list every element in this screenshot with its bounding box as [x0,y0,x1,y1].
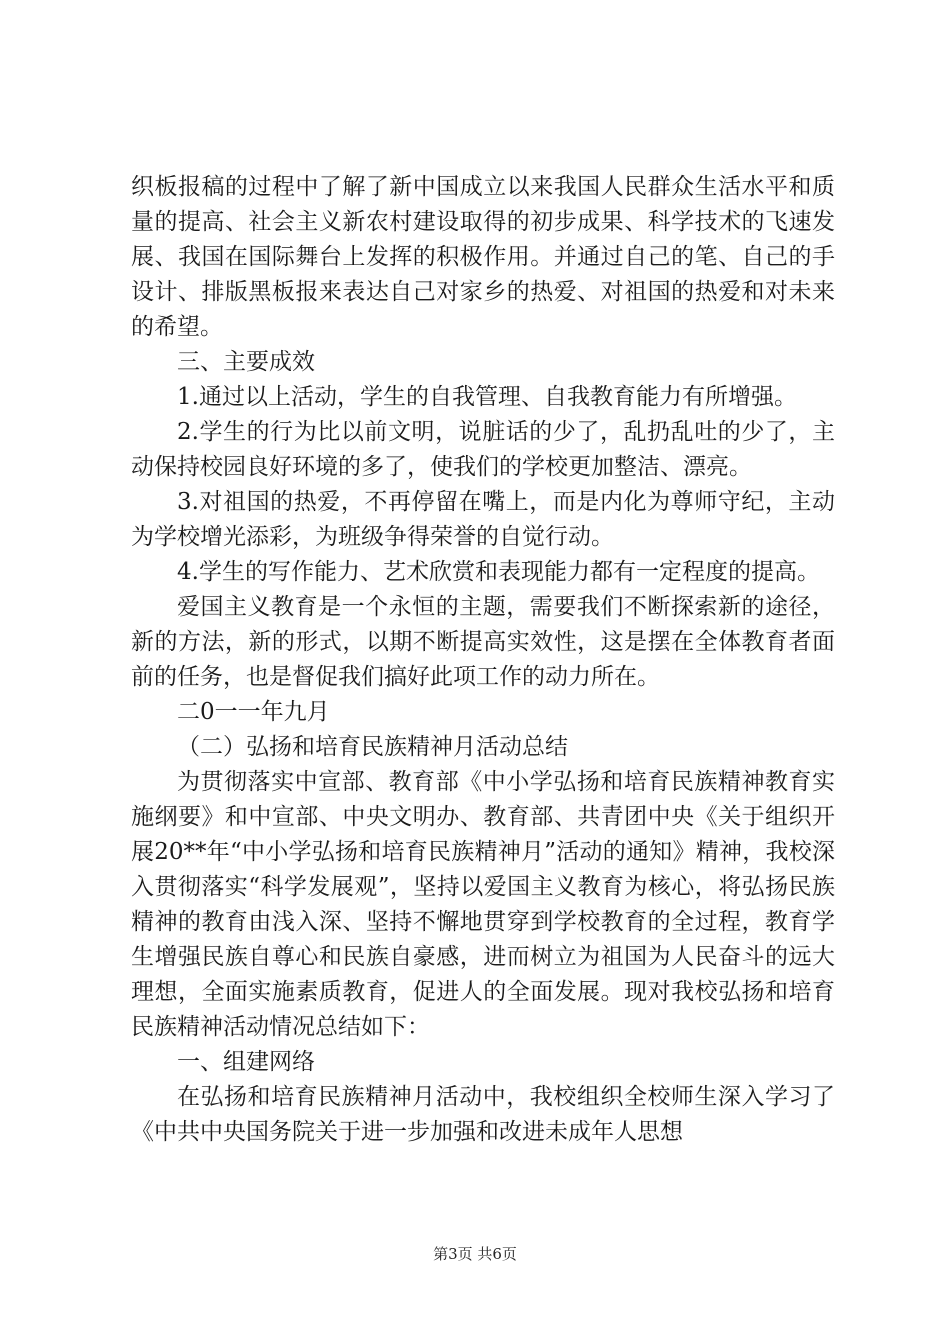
result-item-1: 1.通过以上活动，学生的自我管理、自我教育能力有所增强。 [177,384,797,410]
paragraph-1: 织板报稿的过程中了解了新中国成立以来我国人民群众生活水平和质量的提高、社会主义新农村建设取得的初步成果、科学技术的飞速发展、我国在国际舞台上发挥的积极作用。并通过自己的笔、自己的手设计、排版黑板报来表达自己对家乡的热爱、对祖国的热爱和对未来的希望。 [131,174,835,340]
intro-paragraph: 为贯彻落实中宣部、教育部《中小学弘扬和培育民族精神教育实施纲要》和中宣部、中央文明办、教育部、共青团中央《关于组织开展20**年“中小学弘扬和培育民族精神月”活动的通知》精神，我校深入贯彻落实“科学发展观”，坚持以爱国主义教育为核心，将弘扬民族精神的教育由浅入深、坚持不懈地贯穿到学校教育的全过程，教育学生增强民族自尊心和民族自豪感，进而树立为祖国为人民奋斗的远大理想，全面实施素质教育，促进人的全面发展。现对我校弘扬和培育民族精神活动情况总结如下： [131,769,835,1040]
document-body [131,170,835,1150]
result-item-3: 3.对祖国的热爱，不再停留在嘴上，而是内化为尊师守纪，主动为学校增光添彩，为班级争得荣誉的自觉行动。 [131,489,835,550]
result-item-2: 2.学生的行为比以前文明，说脏话的少了，乱扔乱吐的少了，主动保持校园良好环境的多了，使我们的学校更加整洁、漂亮。 [131,419,835,480]
section-heading-main-results: 三、主要成效 [177,349,315,375]
page-footer: 第3页 共6页 [433,1245,517,1263]
section-heading-network: 一、组建网络 [177,1049,315,1075]
network-paragraph: 在弘扬和培育民族精神月活动中，我校组织全校师生深入学习了《中共中央国务院关于进一步加强和改进未成年人思想 [131,1084,835,1145]
date-line: 二0一一年九月 [177,699,330,725]
section-title-spirit-month: （二）弘扬和培育民族精神月活动总结 [177,734,568,760]
result-item-4: 4.学生的写作能力、艺术欣赏和表现能力都有一定程度的提高。 [177,559,820,585]
conclusion-paragraph: 爱国主义教育是一个永恒的主题，需要我们不断探索新的途径，新的方法，新的形式，以期不断提高实效性，这是摆在全体教育者面前的任务，也是督促我们搞好此项工作的动力所在。 [131,594,835,690]
